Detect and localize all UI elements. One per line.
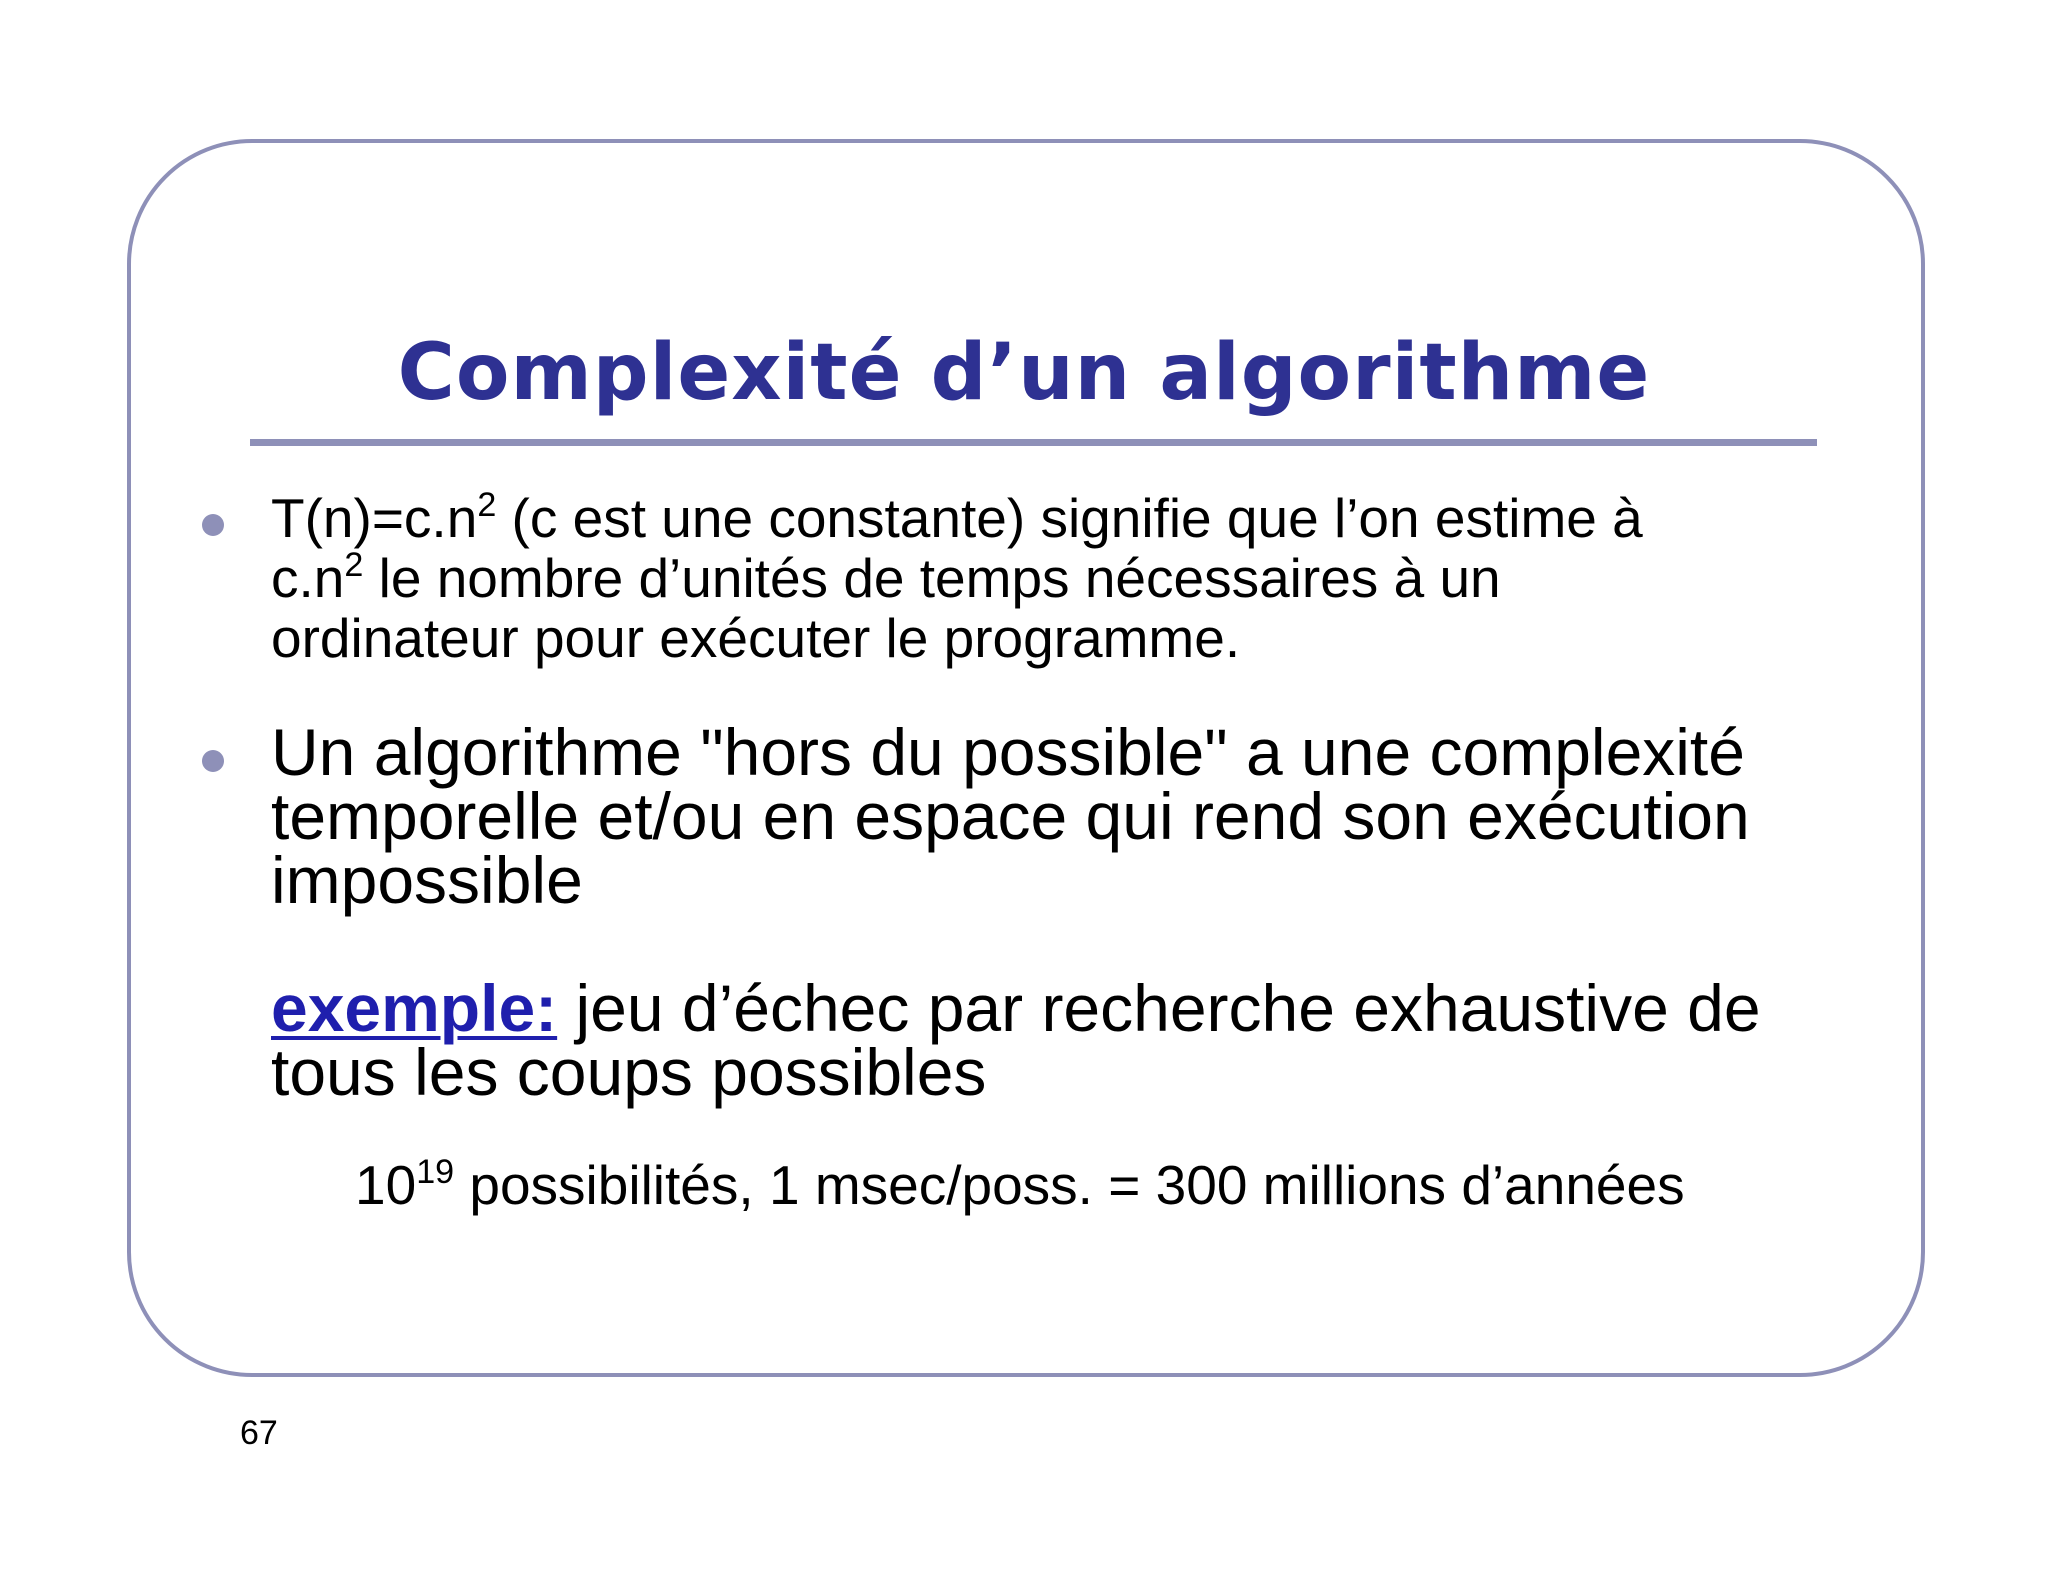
bullet-point-icon [202,750,224,772]
bullet-line-3: ordinateur pour exécuter le programme. [271,607,1241,669]
result-exponent: 19 [416,1152,455,1191]
example-result [355,1150,1685,1220]
bullet-line-2: temporelle et/ou en espace qui rend son exécution [271,779,1750,853]
example-link[interactable]: exemple: [271,971,558,1045]
result-base: 10 [355,1154,417,1216]
exponent: 2 [477,485,497,524]
example-line-2: tous les coups possibles [271,1035,987,1109]
title-divider [250,439,1817,446]
slide-title: Complexité d’un algorithme [397,328,1651,418]
bullet-line-3: impossible [271,843,583,917]
exponent-2: 2 [344,545,364,584]
bullet-line-1: Un algorithme "hors du possible" a une complexité [271,715,1745,789]
bullet-text-complexity-definition [271,485,1643,669]
bullet-point-icon [202,514,224,536]
formula-prefix-2: c.n [271,547,345,609]
formula-prefix: T(n)=c.n [271,487,478,549]
bullet-line-1-rest: (c est une constante) signifie que l’on estime à [496,487,1643,549]
page-number: 67 [240,1414,278,1452]
example-line-1-rest: jeu d’échec par recherche exhaustive de [557,971,1761,1045]
bullet-text-impossible-algorithm [271,715,1750,917]
example-paragraph [271,971,1761,1109]
result-text: possibilités, 1 msec/poss. = 300 millions d’années [454,1154,1685,1216]
bullet-line-2-rest: le nombre d’unités de temps nécessaires à un [363,547,1501,609]
